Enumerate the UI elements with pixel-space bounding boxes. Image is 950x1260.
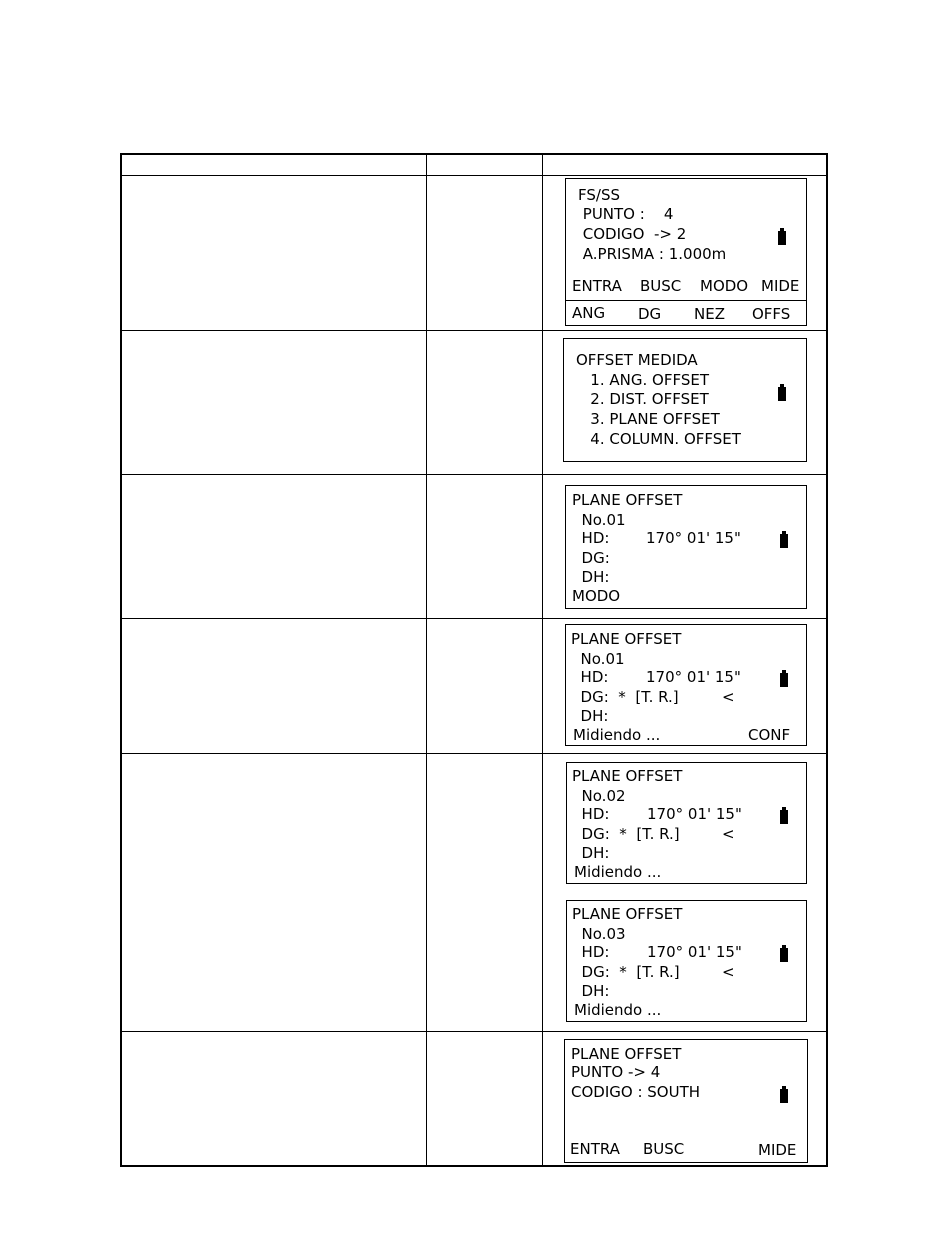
softkey-busc[interactable]: BUSC [643, 1140, 685, 1158]
arrow-indicator: < [722, 688, 735, 706]
softkey-entra[interactable]: ENTRA [572, 277, 622, 295]
softkey-conf[interactable]: CONF [748, 726, 791, 744]
screen-title: PLANE OFFSET [571, 630, 682, 648]
menu-item-ang-offset[interactable]: 1. ANG. OFFSET [576, 371, 709, 389]
screen-line: DG: [572, 549, 610, 567]
arrow-indicator: < [722, 963, 735, 981]
screen-line: PUNTO : 4 [578, 205, 674, 223]
row-divider [122, 175, 826, 176]
softkey-mide[interactable]: MIDE [758, 1141, 797, 1159]
screen-line: DG: * [T. R.] [572, 963, 680, 981]
screen-line: HD: [572, 529, 610, 547]
softkey-entra[interactable]: ENTRA [570, 1140, 620, 1158]
lcd-screen-plane-offset-result [564, 1039, 808, 1163]
hd-value: 170° 01' 15" [646, 529, 741, 547]
softkey-dg[interactable]: DG [638, 305, 662, 323]
softkey-busc[interactable]: BUSC [640, 277, 682, 295]
screen-line: No.01 [571, 650, 625, 668]
menu-item-plane-offset[interactable]: 3. PLANE OFFSET [576, 410, 720, 428]
softkey-nez[interactable]: NEZ [694, 305, 725, 323]
battery-icon [780, 534, 788, 548]
row-divider [122, 1031, 826, 1032]
battery-icon [778, 231, 786, 245]
softkey-offs[interactable]: OFFS [752, 305, 791, 323]
screen-line: No.03 [572, 925, 626, 943]
hd-value: 170° 01' 15" [646, 668, 741, 686]
lcd-screen-plane-offset-03 [566, 900, 807, 1022]
row-divider [122, 474, 826, 475]
lcd-screen-plane-offset-measuring [565, 624, 807, 746]
screen-line: DH: [571, 707, 609, 725]
screen-line: DH: [572, 844, 610, 862]
screen-line: DG: * [T. R.] [572, 825, 680, 843]
battery-icon [780, 810, 788, 824]
battery-icon [778, 387, 786, 401]
row-divider [122, 618, 826, 619]
column-divider [542, 155, 543, 1165]
screen-title: FS/SS [578, 186, 620, 204]
screen-line: PUNTO -> 4 [571, 1063, 661, 1081]
row-divider [122, 330, 826, 331]
screen-line: No.02 [572, 787, 626, 805]
menu-item-column-offset[interactable]: 4. COLUMN. OFFSET [576, 430, 741, 448]
battery-icon [780, 1089, 788, 1103]
hd-value: 170° 01' 15" [647, 805, 742, 823]
screen-line: HD: [571, 668, 609, 686]
screen-title: OFFSET MEDIDA [576, 351, 698, 369]
status-text: Midiendo ... [574, 863, 662, 881]
row-divider [122, 753, 826, 754]
menu-item-dist-offset[interactable]: 2. DIST. OFFSET [576, 390, 709, 408]
screen-line: A.PRISMA : 1.000m [578, 245, 727, 263]
battery-icon [780, 948, 788, 962]
arrow-indicator: < [722, 825, 735, 843]
screen-line: DH: [572, 568, 610, 586]
screen-title: PLANE OFFSET [572, 905, 683, 923]
lcd-screen-plane-offset-02 [566, 762, 807, 884]
screen-line: DG: * [T. R.] [571, 688, 679, 706]
hd-value: 170° 01' 15" [647, 943, 742, 961]
softkey-modo[interactable]: MODO [572, 587, 621, 605]
screen-line: CODIGO : SOUTH [571, 1083, 701, 1101]
softkey-divider [566, 300, 806, 301]
softkey-ang[interactable]: ANG [572, 304, 606, 322]
screen-title: PLANE OFFSET [571, 1045, 682, 1063]
screen-line: DH: [572, 982, 610, 1000]
screen-line: CODIGO -> 2 [578, 225, 687, 243]
lcd-screen-offset-menu [563, 338, 807, 462]
lcd-screen-fs-ss [565, 178, 807, 326]
softkey-modo[interactable]: MODO [700, 277, 749, 295]
screen-line: HD: [572, 805, 610, 823]
softkey-mide[interactable]: MIDE [761, 277, 800, 295]
column-divider [426, 155, 427, 1165]
screen-line: HD: [572, 943, 610, 961]
screen-title: PLANE OFFSET [572, 767, 683, 785]
lcd-screen-plane-offset-01 [565, 485, 807, 609]
battery-icon [780, 673, 788, 687]
screen-line: No.01 [572, 511, 626, 529]
status-text: Midiendo ... [573, 726, 661, 744]
status-text: Midiendo ... [574, 1001, 662, 1019]
screen-title: PLANE OFFSET [572, 491, 683, 509]
